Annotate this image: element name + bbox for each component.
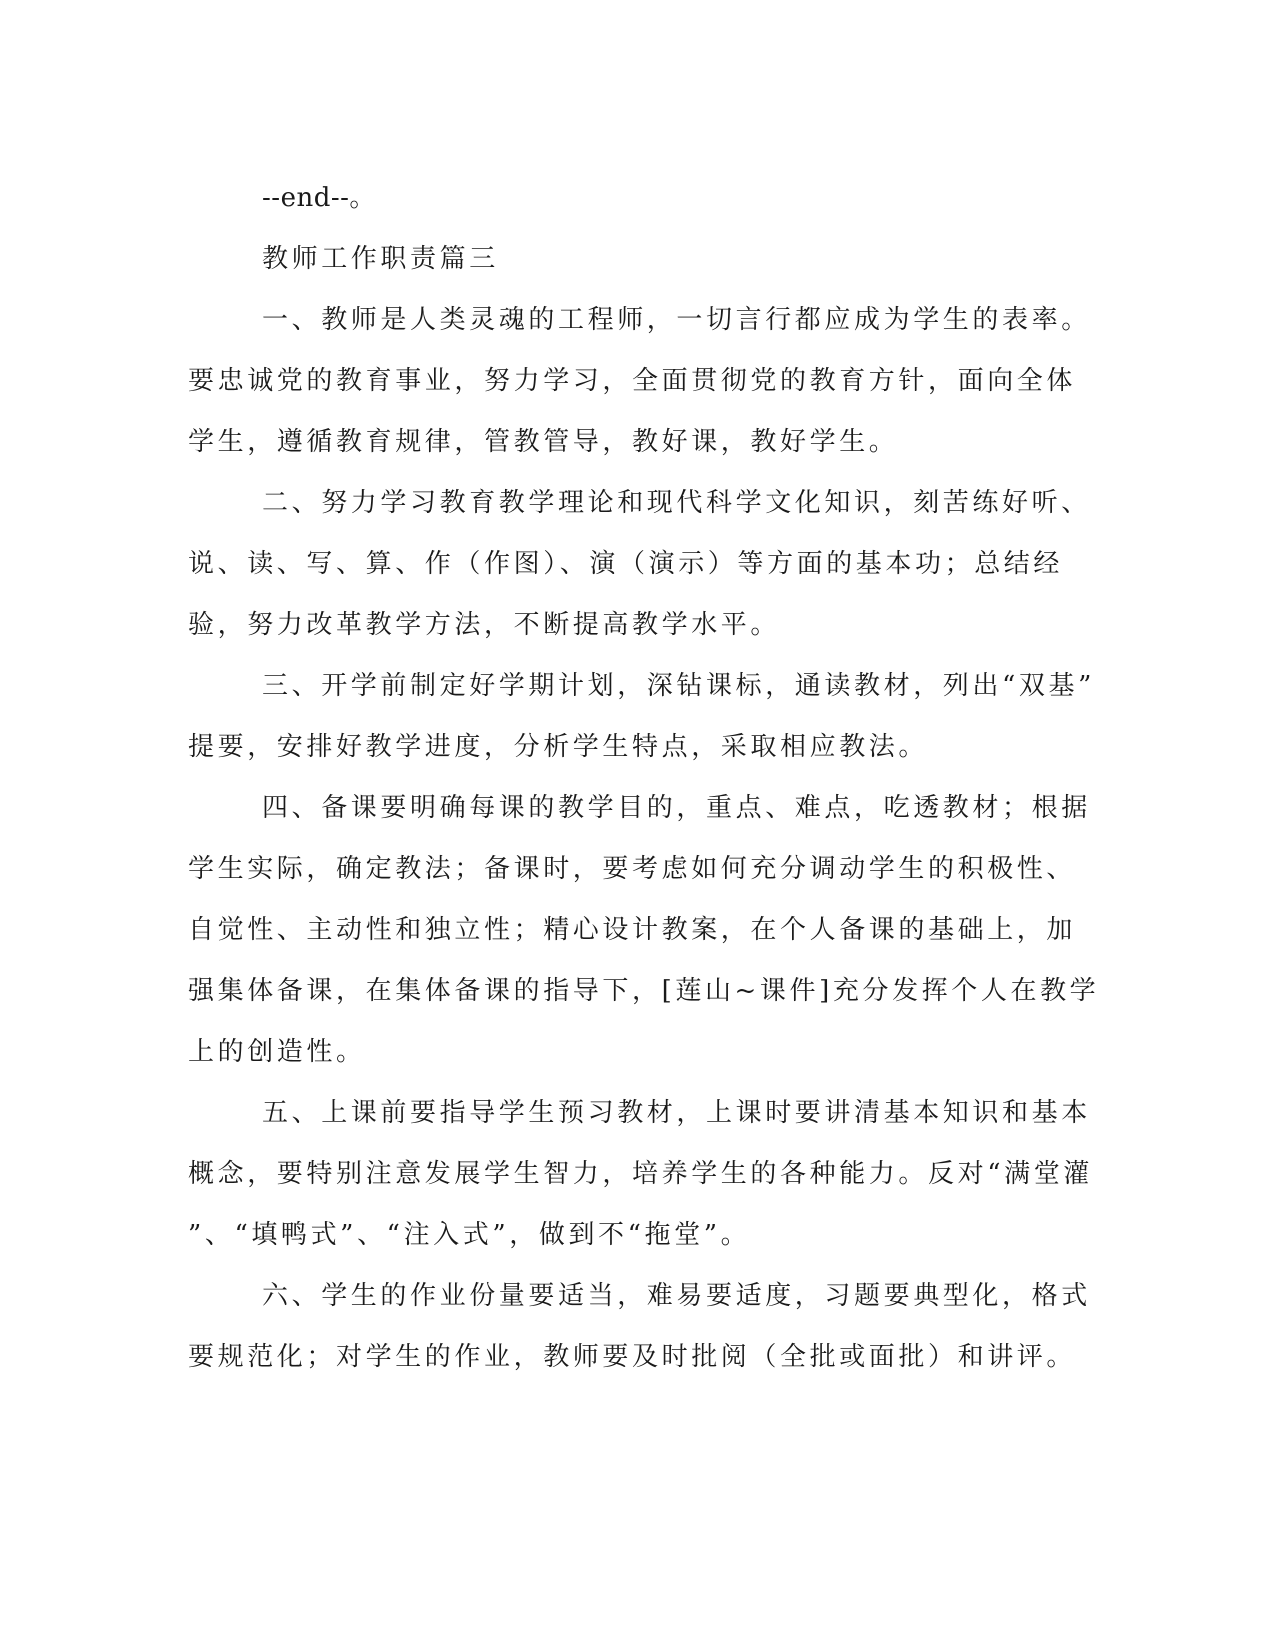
paragraph-2-line-3: 验，努力改革教学方法，不断提高教学水平。 — [188, 610, 781, 640]
paragraph-3-line-2: 提要，安排好教学进度，分析学生特点，采取相应教法。 — [188, 732, 929, 762]
paragraph-4-line-1: 四、备课要明确每课的教学目的，重点、难点，吃透教材；根据 — [262, 793, 1091, 823]
paragraph-2-line-2: 说、读、写、算、作（作图）、演（演示）等方面的基本功；总结经 — [188, 549, 1064, 579]
paragraph-1-line-2: 要忠诚党的教育事业，努力学习，全面贯彻党的教育方针，面向全体 — [188, 366, 1077, 396]
paragraph-4-line-5: 上的创造性。 — [188, 1037, 366, 1067]
document-body — [188, 168, 1100, 1388]
paragraph-5-line-2: 概念，要特别注意发展学生智力，培养学生的各种能力。反对“满堂灌 — [188, 1159, 1093, 1189]
paragraph-6-line-1: 六、学生的作业份量要适当，难易要适度，习题要典型化，格式 — [262, 1281, 1091, 1311]
paragraph-3-line-1: 三、开学前制定好学期计划，深钻课标，通读教材，列出“双基” — [262, 671, 1095, 701]
end-marker: --end--。 — [262, 183, 376, 213]
paragraph-1-line-1: 一、教师是人类灵魂的工程师，一切言行都应成为学生的表率。 — [262, 305, 1091, 335]
paragraph-6-line-2: 要规范化；对学生的作业，教师要及时批阅（全批或面批）和讲评。 — [188, 1342, 1077, 1372]
paragraph-4-line-2: 学生实际，确定教法；备课时，要考虑如何充分调动学生的积极性、 — [188, 854, 1077, 884]
paragraph-5-line-1: 五、上课前要指导学生预习教材，上课时要讲清基本知识和基本 — [262, 1098, 1091, 1128]
paragraph-1-line-3: 学生，遵循教育规律，管教管导，教好课，教好学生。 — [188, 427, 899, 457]
paragraph-5-line-3: ”、“填鸭式”、“注入式”，做到不“拖堂”。 — [188, 1220, 751, 1250]
section-title: 教师工作职责篇三 — [262, 244, 499, 274]
paragraph-4-line-4: 强集体备课，在集体备课的指导下，[莲山~课件]充分发挥个人在教学 — [188, 976, 1100, 1006]
paragraph-4-line-3: 自觉性、主动性和独立性；精心设计教案，在个人备课的基础上，加 — [188, 915, 1077, 945]
paragraph-2-line-1: 二、努力学习教育教学理论和现代科学文化知识，刻苦练好听、 — [262, 488, 1091, 518]
